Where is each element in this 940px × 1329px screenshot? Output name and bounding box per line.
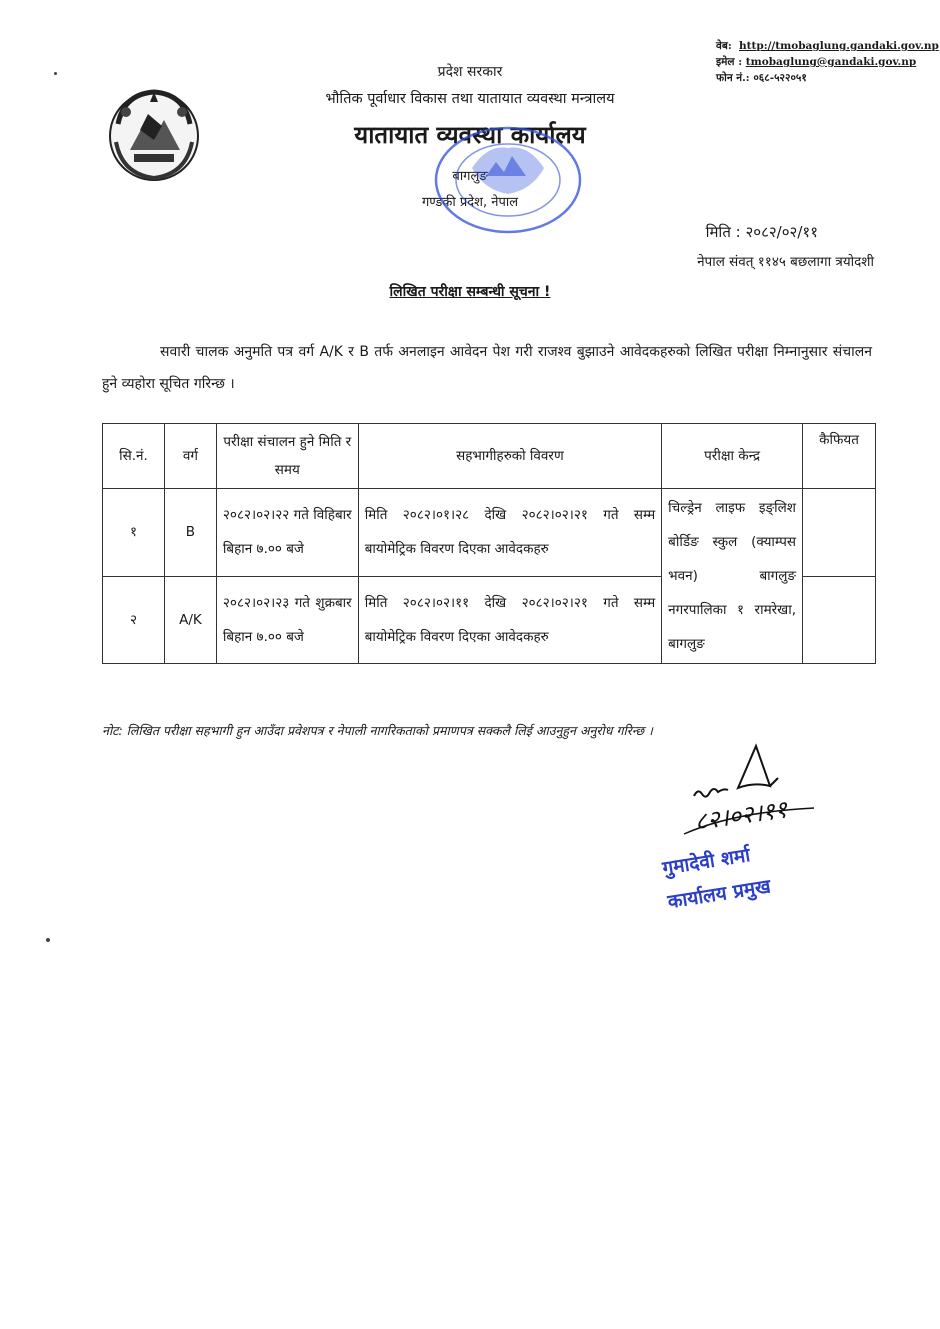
email-label: इमेल :: [716, 56, 743, 68]
ministry-name: भौतिक पूर्वाधार विकास तथा यातायात व्यवस्था मन्त्रालय: [325, 91, 615, 107]
notice-subject: [0, 282, 940, 301]
scan-speck: [54, 72, 57, 75]
cell-datetime: २०८२।०२।२२ गते विहिबार बिहान ७.०० बजे: [216, 489, 358, 577]
web-link[interactable]: http://tmobaglung.gandaki.gov.np: [739, 40, 939, 52]
note-text: नोट: लिखित परीक्षा सहभागी हुन आउँदा प्रवेशपत्र र नेपाली नागरिकताको प्रमाणपत्र सक्कलै लिई आउनुहुन अनुरोध गरिन्छ ।: [102, 723, 653, 738]
header-centre: परीक्षा केन्द्र: [662, 424, 803, 489]
notice-subject-text: लिखित परीक्षा सम्बन्धी सूचना !: [389, 284, 551, 300]
cell-category: A/K: [164, 576, 216, 664]
signature-date: ८२।०२।११: [692, 795, 790, 836]
signatory-block: [660, 836, 773, 919]
district-name: बागलुङ: [452, 169, 488, 184]
cell-remarks: [803, 576, 876, 664]
cell-remarks: [803, 489, 876, 577]
header-participants: सहभागीहरुको विवरण: [358, 424, 661, 489]
cell-category: B: [164, 489, 216, 577]
intro-paragraph: सवारी चालक अनुमति पत्र वर्ग A/K र B तर्फ अनलाइन आवेदन पेश गरी राजश्व बुझाउने आवेदकहरुको लिखित परीक्षा निम्नानुसार संचालन हुने व्यहोरा सूचित गरिन्छ ।: [102, 344, 872, 392]
signature-icon: [674, 738, 824, 848]
scan-speck: [46, 938, 50, 942]
date-value: २०८२/०२/११: [745, 223, 818, 241]
header-category: वर्ग: [164, 424, 216, 489]
issue-date: [706, 222, 818, 242]
government-name: प्रदेश सरकार: [437, 64, 503, 80]
cell-sn: २: [103, 576, 165, 664]
cell-centre: चिल्ड्रेन लाइफ इङ्लिश बोर्डिङ स्कुल (क्याम्पस भवन) बागलुङ नगरपालिका १ रामरेखा, बागलुङ: [662, 489, 803, 664]
nepal-sambat-date: नेपाल संवत् ११४५ बछलागा त्रयोदशी: [697, 254, 874, 270]
exam-schedule-table: [102, 423, 876, 664]
header-sn: सि.नं.: [103, 424, 165, 489]
cell-participants: मिति २०८२।०१।२८ देखि २०८२।०२।२१ गते सम्म बायोमेट्रिक विवरण दिएका आवेदकहरु: [358, 489, 661, 577]
phone-number: ०६८-५२२०५१: [753, 72, 807, 84]
office-stamp-icon: [428, 120, 588, 240]
phone-label: फोन नं.:: [716, 72, 750, 84]
email-link[interactable]: tmobaglung@gandaki.gov.np: [745, 56, 917, 68]
web-label: वेब:: [716, 40, 732, 52]
office-name: यातायात व्यवस्था कार्यालय: [354, 121, 586, 149]
cell-sn: १: [103, 489, 165, 577]
signatory-name: गुमादेवी शर्मा: [660, 844, 752, 880]
cell-datetime: २०८२।०२।२३ गते शुक्रबार बिहान ७.०० बजे: [216, 576, 358, 664]
header-datetime: परीक्षा संचालन हुने मिति र समय: [216, 424, 358, 489]
header-remarks: कैफियत: [803, 424, 876, 489]
signatory-title: कार्यालय प्रमुख: [666, 875, 773, 914]
table-row: [103, 489, 876, 577]
province-name: गण्डकी प्रदेश, नेपाल: [421, 195, 519, 210]
cell-participants: मिति २०८२।०२।११ देखि २०८२।०२।२१ गते सम्म बायोमेट्रिक विवरण दिएका आवेदकहरु: [358, 576, 661, 664]
table-header-row: [103, 424, 876, 489]
date-label: मिति :: [705, 223, 741, 241]
